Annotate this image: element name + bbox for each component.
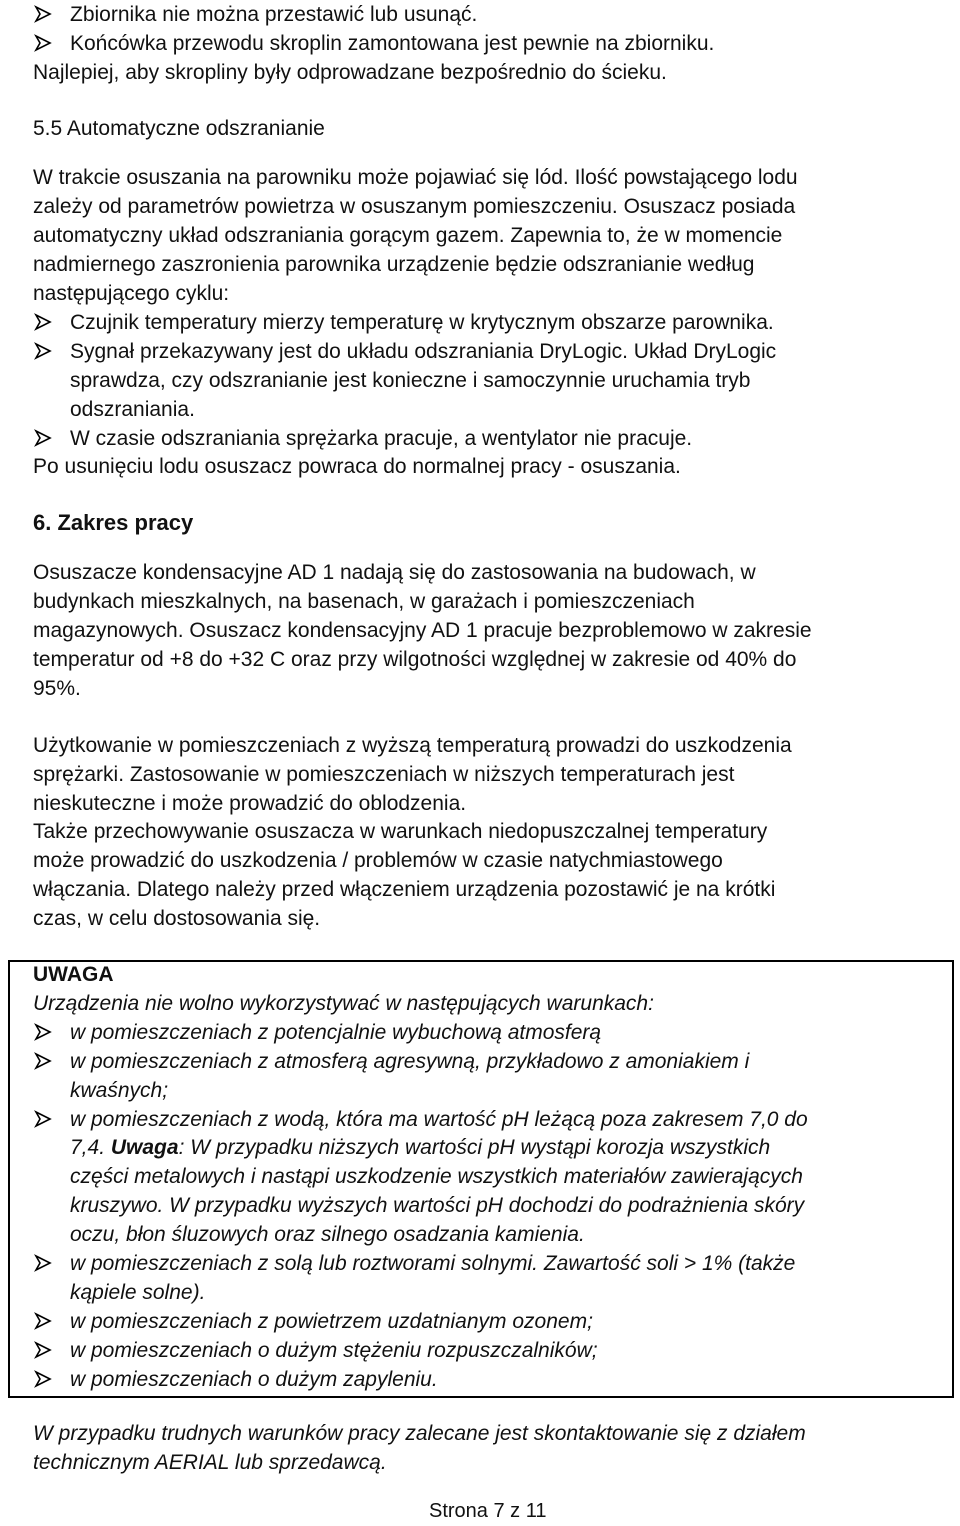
warning-bullet-3-line-5: oczu, błon śluzowych oraz silnego osadzania kamienia. xyxy=(70,1223,585,1246)
arrow-bullet-icon xyxy=(34,1370,52,1388)
arrow-bullet-icon xyxy=(34,1110,52,1128)
warning-bullet-3-line-3: części metalowych i nastąpi uszkodzenie wszystkich materiałów zawierających xyxy=(70,1165,803,1188)
top-bullet-1: Zbiornika nie można przestawić lub usunąć. xyxy=(70,3,478,26)
s55-closing: Po usunięciu lodu osuszacz powraca do normalnej pracy - osuszania. xyxy=(33,455,681,478)
s55-para-line-1: W trakcie osuszania na parowniku może pojawiać się lód. Ilość powstającego lodu xyxy=(33,166,798,189)
s6-para2-line-4: Także przechowywanie osuszacza w warunkach niedopuszczalnej temperatury xyxy=(33,820,768,843)
s55-para-line-3: automatyczny układ odszraniania gorącym gazem. Zapewnia to, że w momencie xyxy=(33,224,783,247)
top-continuation: Najlepiej, aby skropliny były odprowadzane bezpośrednio do ścieku. xyxy=(33,61,667,84)
arrow-bullet-icon xyxy=(34,1023,52,1041)
s6-para2-line-5: może prowadzić do uszkodzenia / problemów w czasie natychmiastowego xyxy=(33,849,723,872)
s55-bullet-1: Czujnik temperatury mierzy temperaturę w krytycznym obszarze parownika. xyxy=(70,311,774,334)
s55-bullet-2-line-3: odszraniania. xyxy=(70,398,195,421)
section-5-5-title: 5.5 Automatyczne odszranianie xyxy=(33,117,325,140)
arrow-bullet-icon xyxy=(34,34,52,52)
s6-para1-line-5: 95%. xyxy=(33,677,81,700)
warning-bullet-4-line-2: kąpiele solne). xyxy=(70,1281,206,1304)
ph-warning-text: : W przypadku niższych wartości pH wystąpi korozja wszystkich xyxy=(178,1136,771,1159)
footer-note-line-2: technicznym AERIAL lub sprzedawcą. xyxy=(33,1451,387,1474)
arrow-bullet-icon xyxy=(34,429,52,447)
warning-title: UWAGA xyxy=(33,963,114,986)
warning-bullet-2-line-2: kwaśnych; xyxy=(70,1079,169,1102)
warning-intro: Urządzenia nie wolno wykorzystywać w następujących warunkach: xyxy=(33,992,654,1015)
s55-para-line-2: zależy od parametrów powietrza w osuszanym pomieszczeniu. Osuszacz posiada xyxy=(33,195,796,218)
s55-para-line-5: następującego cyklu: xyxy=(33,282,230,305)
top-bullet-2: Końcówka przewodu skroplin zamontowana jest pewnie na zbiorniku. xyxy=(70,32,715,55)
warning-bullet-4-line-1: w pomieszczeniach z solą lub roztworami solnymi. Zawartość soli > 1% (także xyxy=(70,1252,796,1275)
page-number: Strona 7 z 11 xyxy=(429,1500,547,1522)
s6-para1-line-3: magazynowych. Osuszacz kondensacyjny AD 1 pracuje bezproblemowo w zakresie xyxy=(33,619,812,642)
s55-bullet-2-line-1: Sygnał przekazywany jest do układu odszraniania DryLogic. Układ DryLogic xyxy=(70,340,777,363)
s6-para2-line-7: czas, w celu dostosowania się. xyxy=(33,907,321,930)
s55-bullet-3: W czasie odszraniania sprężarka pracuje, a wentylator nie pracuje. xyxy=(70,427,693,450)
s6-para2-line-3: nieskuteczne i może prowadzić do oblodzenia. xyxy=(33,792,467,815)
s6-para2-line-1: Użytkowanie w pomieszczeniach z wyższą temperaturą prowadzi do uszkodzenia xyxy=(33,734,792,757)
ph-range-end: 7,4. xyxy=(70,1136,111,1159)
warning-bullet-3-line-4: kruszywo. W przypadku wyższych wartości pH dochodzi do podrażnienia skóry xyxy=(70,1194,805,1217)
warning-bullet-3-line-1: w pomieszczeniach z wodą, która ma wartość pH leżącą poza zakresem 7,0 do xyxy=(70,1108,808,1131)
s6-para2-line-6: włączania. Dlatego należy przed włączeniem urządzenia pozostawić je na krótki xyxy=(33,878,776,901)
s6-para1-line-1: Osuszacze kondensacyjne AD 1 nadają się do zastosowania na budowach, w xyxy=(33,561,756,584)
warning-bullet-6: w pomieszczeniach o dużym stężeniu rozpuszczalników; xyxy=(70,1339,598,1362)
arrow-bullet-icon xyxy=(34,1341,52,1359)
warning-bullet-1: w pomieszczeniach z potencjalnie wybuchową atmosferą xyxy=(70,1021,602,1044)
arrow-bullet-icon xyxy=(34,1052,52,1070)
arrow-bullet-icon xyxy=(34,1254,52,1272)
arrow-bullet-icon xyxy=(34,342,52,360)
footer-note-line-1: W przypadku trudnych warunków pracy zalecane jest skontaktowanie się z działem xyxy=(33,1422,806,1445)
s55-para-line-4: nadmiernego zaszronienia parownika urządzenie będzie odszranianie według xyxy=(33,253,755,276)
section-6-title: 6. Zakres pracy xyxy=(33,510,194,535)
uwaga-label: Uwaga xyxy=(110,1136,179,1159)
warning-bullet-7: w pomieszczeniach o dużym zapyleniu. xyxy=(70,1368,438,1391)
arrow-bullet-icon xyxy=(34,1312,52,1330)
warning-bullet-2-line-1: w pomieszczeniach z atmosferą agresywną, przykładowo z amoniakiem i xyxy=(70,1050,750,1073)
s6-para1-line-2: budynkach mieszkalnych, na basenach, w garażach i pomieszczeniach xyxy=(33,590,695,613)
arrow-bullet-icon xyxy=(34,5,52,23)
arrow-bullet-icon xyxy=(34,313,52,331)
s6-para1-line-4: temperatur od +8 do +32 C oraz przy wilgotności względnej w zakresie od 40% do xyxy=(33,648,797,671)
s6-para2-line-2: sprężarki. Zastosowanie w pomieszczeniach w niższych temperaturach jest xyxy=(33,763,735,786)
s55-bullet-2-line-2: sprawdza, czy odszranianie jest konieczne i samoczynnie uruchamia tryb xyxy=(70,369,751,392)
warning-bullet-3-line-2 xyxy=(70,1133,770,1162)
warning-bullet-5: w pomieszczeniach z powietrzem uzdatnianym ozonem; xyxy=(70,1310,593,1333)
